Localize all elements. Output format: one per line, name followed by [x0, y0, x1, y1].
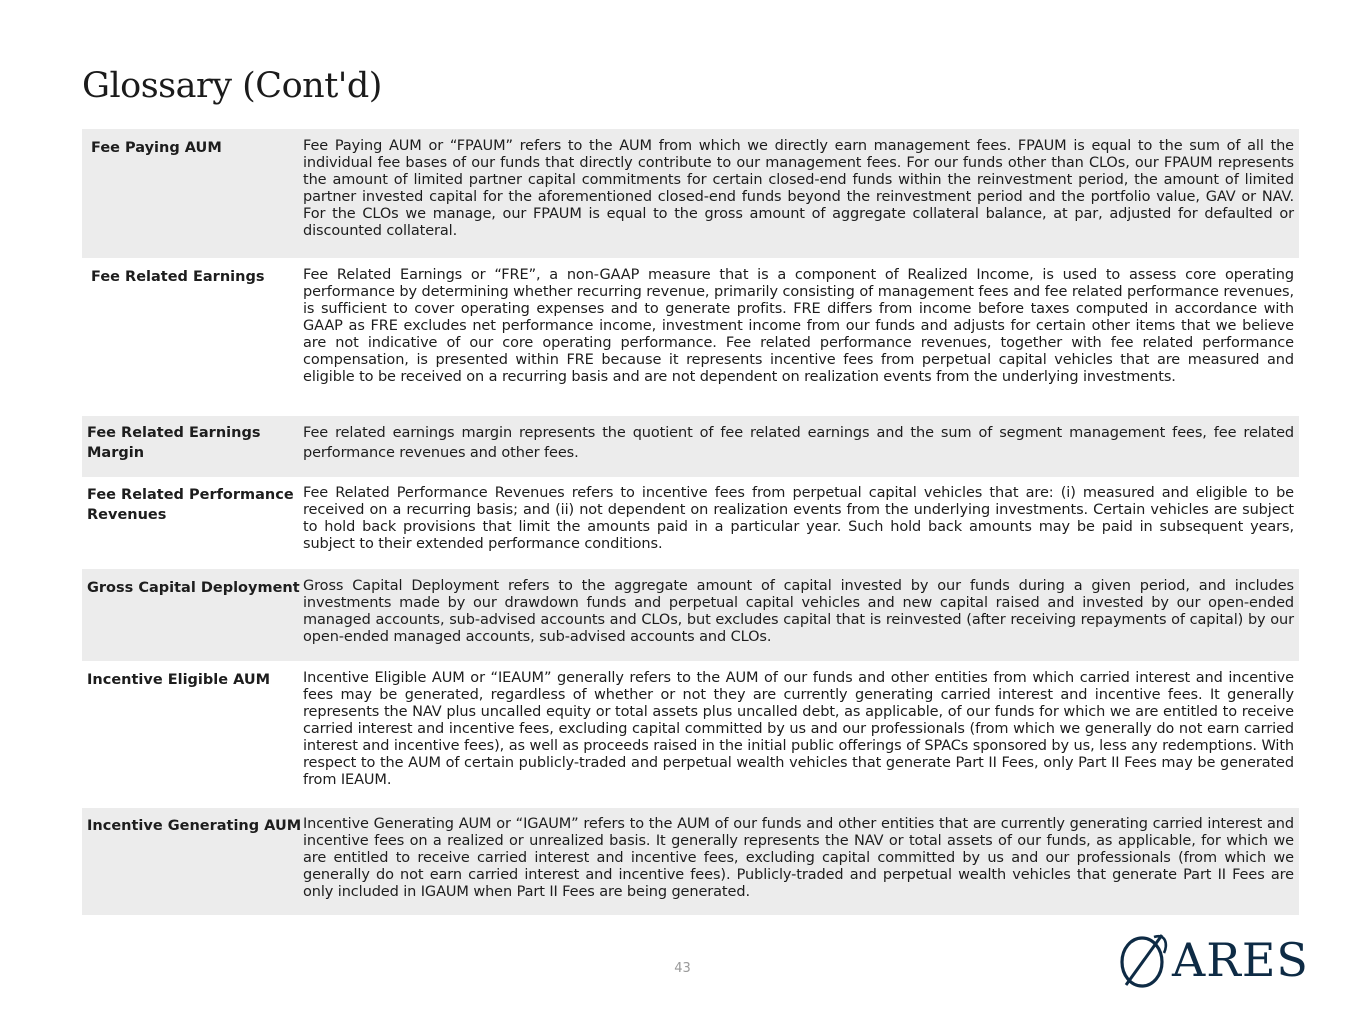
glossary-term: Incentive Eligible AUM [87, 672, 271, 688]
page-number: 43 [674, 961, 691, 976]
glossary-term: Fee Paying AUM [91, 140, 222, 156]
glossary-row [82, 569, 1299, 661]
glossary-definition: Fee Related Earnings or “FRE”, a non-GAAP measure that is a component of Realized Income, is used to assess core operating performance by determining whether recurring revenue, primarily consisting of management fees and fee related performance revenues, is sufficient to cover operating expenses and to generate profits. FRE differs from income before taxes computed in accordance with GAAP as FRE excludes net performance income, investment income from our funds and adjusts for certain other items that we believe are not indicative of our core operating performance. Fee related performance revenues, together with fee related performance compensation, is presented within FRE because it represents incentive fees from perpetual capital vehicles that are measured and eligible to be received on a recurring basis and are not dependent on realization events from the underlying investments. [303, 267, 1294, 385]
glossary-term: Gross Capital Deployment [87, 580, 300, 596]
glossary-definition: Fee related earnings margin represents the quotient of fee related earnings and the sum of segment management fees, fee related performance revenues and other fees. [303, 425, 1294, 461]
glossary-term: Fee Related Performance Revenues [87, 487, 294, 523]
glossary-definition: Gross Capital Deployment refers to the aggregate amount of capital invested by our funds during a given period, and includes investments made by our drawdown funds and perpetual capital vehicles and new capital raised and invested by our open-ended managed accounts, sub-advised accounts and CLOs, but excludes capital that is reinvested (after receiving repayments of capital) by our open-ended managed accounts, sub-advised accounts and CLOs. [303, 578, 1294, 645]
glossary-definition: Fee Paying AUM or “FPAUM” refers to the AUM from which we directly earn management fees. FPAUM is equal to the sum of all the individual fee bases of our funds that directly contribute to our management fees. For our funds other than CLOs, our FPAUM represents the amount of limited partner capital commitments for certain closed-end funds within the reinvestment period, the amount of limited partner invested capital for the aforementioned closed-end funds beyond the reinvestment period and the portfolio value, GAV or NAV. For the CLOs we manage, our FPAUM is equal to the gross amount of aggregate collateral balance, at par, adjusted for defaulted or discounted collateral. [303, 138, 1294, 239]
glossary-table-continued [82, 258, 1299, 915]
glossary-definition: Incentive Eligible AUM or “IEAUM” generally refers to the AUM of our funds and other entities from which carried interest and incentive fees may be generated, regardless of whether or not they are currently generating carried interest and incentive fees. It generally represents the NAV plus uncalled equity or total assets plus uncalled debt, as applicable, of our funds for which we are entitled to receive carried interest and incentive fees, excluding capital committed by us and our professionals (from which we generally do not earn carried interest and incentive fees), as well as proceeds raised in the initial public offerings of SPACs sponsored by us, less any redemptions. With respect to the AUM of certain publicly-traded and perpetual wealth vehicles that generate Part II Fees, only Part II Fees may be generated from IEAUM. [303, 670, 1294, 788]
page-title: Glossary (Cont'd) [82, 66, 382, 106]
glossary-row [82, 129, 1299, 258]
glossary-row [82, 416, 1299, 477]
glossary-row [82, 477, 1299, 569]
glossary-definition: Fee Related Performance Revenues refers to incentive fees from perpetual capital vehicles that are: (i) measured and eligible to be received on a recurring basis; and (ii) not dependent on realization events from the underlying investments. Certain vehicles are subject to hold back provisions that limit the amounts paid in a particular year. Such hold back amounts may be paid in subsequent years, subject to their extended performance conditions. [303, 485, 1294, 552]
glossary-term: Incentive Generating AUM [87, 818, 302, 834]
glossary-term: Fee Related Earnings Margin [87, 425, 261, 461]
ares-logo-text: ARES [1172, 933, 1309, 987]
glossary-row [82, 808, 1299, 915]
glossary-row [82, 258, 1299, 416]
glossary-term: Fee Related Earnings [91, 269, 265, 285]
ares-logo [1118, 930, 1309, 990]
glossary-row [82, 661, 1299, 808]
glossary-definition: Incentive Generating AUM or “IGAUM” refers to the AUM of our funds and other entities that are currently generating carried interest and incentive fees on a realized or unrealized basis. It generally represents the NAV or total assets of our funds, as applicable, for which we are entitled to receive carried interest and incentive fees, excluding capital committed by us and our professionals (from which we generally do not earn carried interest and incentive fees). Publicly-traded and perpetual wealth vehicles that generate Part II Fees are only included in IGAUM when Part II Fees are being generated. [303, 816, 1294, 900]
ares-logo-mark-icon [1118, 931, 1170, 989]
